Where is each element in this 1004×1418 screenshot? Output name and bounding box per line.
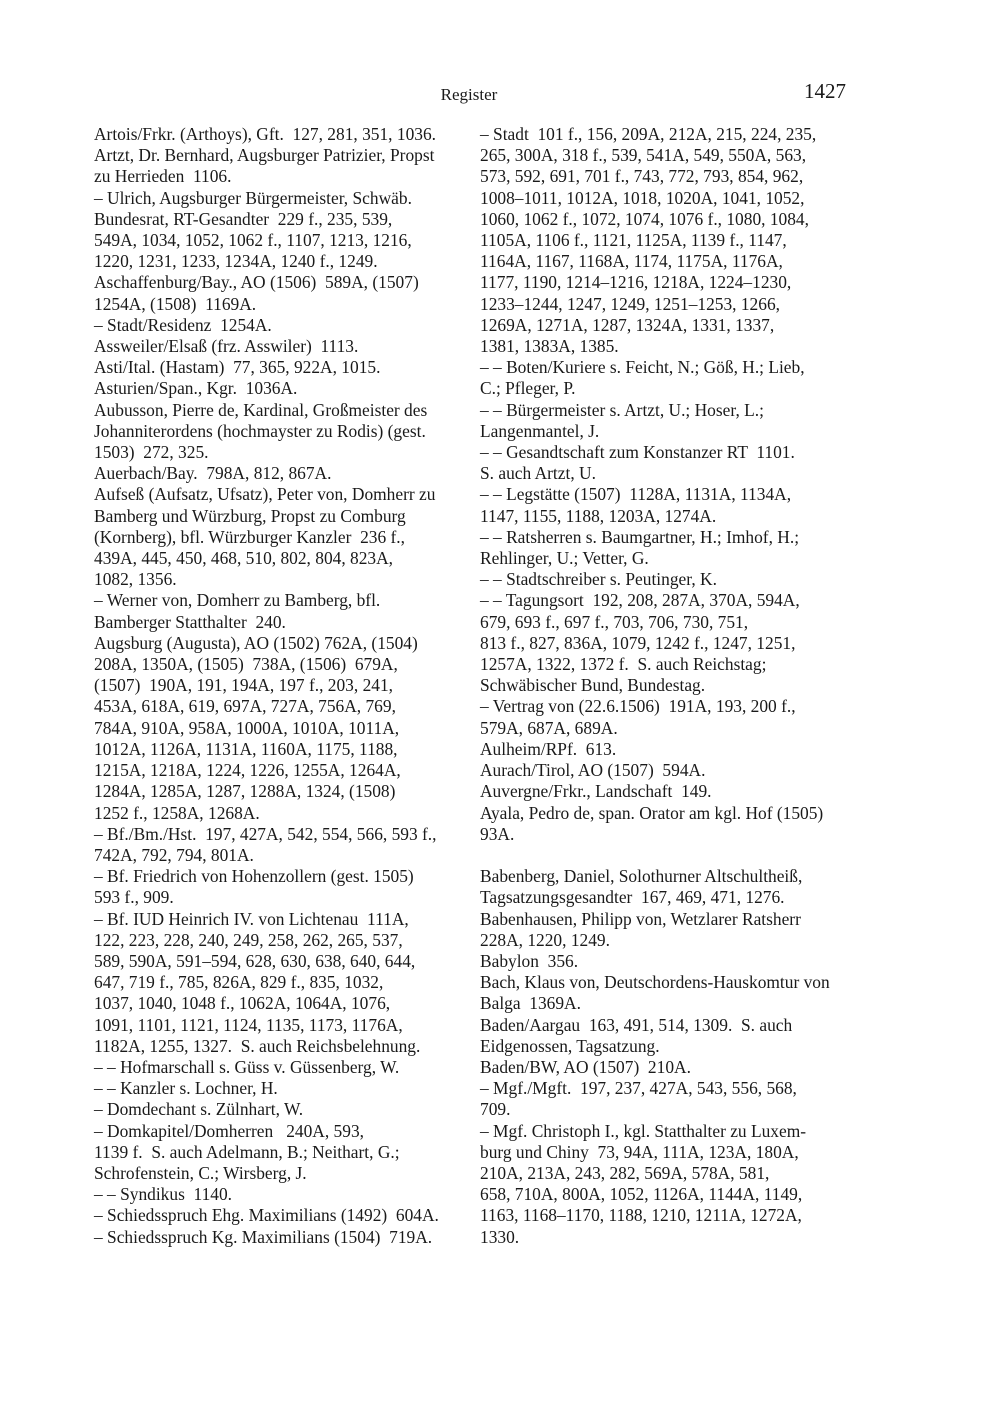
index-entry-line: – Bf./Bm./Hst. 197, 427A, 542, 554, 566, 593 f., xyxy=(94,823,437,844)
index-entry xyxy=(480,909,850,951)
index-entry-line: Bundesrat, RT-Gesandter 229 f., 235, 539, xyxy=(94,208,393,229)
index-entry-line: – Schiedsspruch Kg. Maximilians (1504) 719A. xyxy=(94,1226,433,1247)
index-entry-line: Langenmantel, J. xyxy=(480,420,600,441)
index-entry-line: – – Tagungsort 192, 208, 287A, 370A, 594A, xyxy=(480,590,800,611)
index-entry-line: – – Ratsherren s. Baumgartner, H.; Imhof, H.; xyxy=(480,526,800,547)
index-entry-line: 228A, 1220, 1249. xyxy=(480,929,610,950)
index-entry-line: Assweiler/Elsaß (frz. Asswiler) 1113. xyxy=(94,336,359,357)
index-entry-line: 1037, 1040, 1048 f., 1062A, 1064A, 1076, xyxy=(94,993,391,1014)
index-entry xyxy=(480,527,850,569)
index-entry-line: Auvergne/Frkr., Landschaft 149. xyxy=(480,781,712,802)
index-entry-line: – Vertrag von (22.6.1506) 191A, 193, 200 f., xyxy=(480,696,796,717)
index-column-left xyxy=(94,124,466,1248)
index-entry xyxy=(94,590,466,632)
index-entry xyxy=(94,145,466,187)
index-entry-line: 208A, 1350A, (1505) 738A, (1506) 679A, xyxy=(94,654,398,675)
index-entry-line: Schwäbischer Bund, Bundestag. xyxy=(480,675,706,696)
index-entry-line: 1254A, (1508) 1169A. xyxy=(94,293,257,314)
index-entry-line: 1139 f. S. auch Adelmann, B.; Neithart, G.; xyxy=(94,1141,400,1162)
index-entry-line: 1252 f., 1258A, 1268A. xyxy=(94,802,260,823)
index-entry xyxy=(480,124,850,357)
index-entry-line: 1177, 1190, 1214–1216, 1218A, 1224–1230, xyxy=(480,272,792,293)
index-entry xyxy=(480,866,850,908)
index-entry xyxy=(94,378,466,399)
index-entry-line: Asti/Ital. (Hastam) 77, 365, 922A, 1015. xyxy=(94,357,381,378)
index-entry xyxy=(94,336,466,357)
index-entry-line: 647, 719 f., 785, 826A, 829 f., 835, 1032, xyxy=(94,972,384,993)
index-entry xyxy=(94,1121,466,1185)
index-entry xyxy=(94,824,466,866)
index-entry-line: 439A, 445, 450, 468, 510, 802, 804, 823A, xyxy=(94,548,394,569)
index-entry-line: – Werner von, Domherr zu Bamberg, bfl. xyxy=(94,590,381,611)
index-entry xyxy=(94,1184,466,1205)
index-entry-line: 709. xyxy=(480,1099,511,1120)
index-entry xyxy=(94,633,466,824)
index-entry-line: 1269A, 1271A, 1287, 1324A, 1331, 1337, xyxy=(480,314,775,335)
index-entry xyxy=(480,569,850,590)
index-entry-line: 453A, 618A, 619, 697A, 727A, 756A, 769, xyxy=(94,696,396,717)
index-entry-line: – – Legstätte (1507) 1128A, 1131A, 1134A, xyxy=(480,484,792,505)
index-entry-line: Augsburg (Augusta), AO (1502) 762A, (1504) xyxy=(94,632,418,653)
index-entry-line: 93A. xyxy=(480,823,515,844)
index-entry-line: – Stadt 101 f., 156, 209A, 212A, 215, 224, 235, xyxy=(480,124,817,144)
index-entry xyxy=(480,400,850,442)
index-entry-line: 549A, 1034, 1052, 1062 f., 1107, 1213, 1216, xyxy=(94,230,412,251)
index-entry xyxy=(480,1015,850,1057)
index-entry-line: 1008–1011, 1012A, 1018, 1020A, 1041, 1052, xyxy=(480,187,805,208)
index-entry-line: 573, 592, 691, 701 f., 743, 772, 793, 854, 962, xyxy=(480,166,804,187)
index-entry-line: S. auch Artzt, U. xyxy=(480,463,596,484)
index-entry-line: Bamberg und Würzburg, Propst zu Comburg xyxy=(94,505,406,526)
index-entry xyxy=(94,315,466,336)
index-entry xyxy=(480,442,850,484)
index-entry-line: 1503) 272, 325. xyxy=(94,442,209,463)
index-entry xyxy=(480,760,850,781)
index-entry-line: – – Syndikus 1140. xyxy=(94,1184,233,1205)
index-entry-line: – Stadt/Residenz 1254A. xyxy=(94,314,272,335)
index-entry-line: 1257A, 1322, 1372 f. S. auch Reichstag; xyxy=(480,654,767,675)
index-entry-line: – – Stadtschreiber s. Peutinger, K. xyxy=(480,569,717,590)
index-entry-line: C.; Pfleger, P. xyxy=(480,378,576,399)
index-entry-line: Tagsatzungsgesandter 167, 469, 471, 1276. xyxy=(480,887,785,908)
index-entry-line: 1012A, 1126A, 1131A, 1160A, 1175, 1188, xyxy=(94,738,398,759)
index-entry xyxy=(94,866,466,908)
index-entry-line: – – Bürgermeister s. Artzt, U.; Hoser, L.; xyxy=(480,399,764,420)
index-entry-line: Ayala, Pedro de, span. Orator am kgl. Hof (1505) xyxy=(480,802,824,823)
index-entry-line: (Kornberg), bfl. Würzburger Kanzler 236 f., xyxy=(94,526,405,547)
index-entry-line: – Schiedsspruch Ehg. Maximilians (1492) 604A. xyxy=(94,1205,439,1226)
index-entry-line: 1381, 1383A, 1385. xyxy=(480,336,619,357)
index-entry-line: 1220, 1231, 1233, 1234A, 1240 f., 1249. xyxy=(94,251,378,272)
index-entry-line: Balga 1369A. xyxy=(480,993,581,1014)
index-entry xyxy=(94,400,466,464)
index-entry-line: Babylon 356. xyxy=(480,950,579,971)
index-entry-line: – Bf. IUD Heinrich IV. von Lichtenau 111A, xyxy=(94,908,409,929)
index-entry xyxy=(480,803,850,845)
index-entry-line: – Mgf./Mgft. 197, 237, 427A, 543, 556, 568, xyxy=(480,1078,797,1099)
index-entry-line: Bamberger Statthalter 240. xyxy=(94,611,286,632)
index-entry xyxy=(94,463,466,484)
running-head xyxy=(0,79,1004,109)
index-entry-line: 1060, 1062 f., 1072, 1074, 1076 f., 1080, 1084, xyxy=(480,208,809,229)
index-entry-line: 1164A, 1167, 1168A, 1174, 1175A, 1176A, xyxy=(480,251,783,272)
index-entry xyxy=(480,590,850,696)
index-entry xyxy=(480,781,850,802)
index-entry-line: 1163, 1168–1170, 1188, 1210, 1211A, 1272A, xyxy=(480,1205,802,1226)
index-entry-line: 1233–1244, 1247, 1249, 1251–1253, 1266, xyxy=(480,293,780,314)
index-entry-line: – – Hofmarschall s. Güss v. Güssenberg, W. xyxy=(94,1056,400,1077)
index-entry xyxy=(94,1205,466,1226)
index-entry-line: Aulheim/RPf. 613. xyxy=(480,738,617,759)
index-entry-line: – – Gesandtschaft zum Konstanzer RT 1101. xyxy=(480,442,795,463)
index-entry-line: (1507) 190A, 191, 194A, 197 f., 203, 241, xyxy=(94,675,394,696)
page-number: 1427 xyxy=(804,79,846,103)
index-entry-line: – – Kanzler s. Lochner, H. xyxy=(94,1078,278,1099)
index-entry-line: Johanniterordens (hochmayster zu Rodis) (gest. xyxy=(94,420,426,441)
index-column-right xyxy=(480,124,850,1248)
index-entry xyxy=(480,739,850,760)
index-entry-line: 679, 693 f., 697 f., 703, 706, 730, 751, xyxy=(480,611,749,632)
index-entry-line: Bach, Klaus von, Deutschordens-Hauskomtur von xyxy=(480,972,830,993)
index-entry-line: Artzt, Dr. Bernhard, Augsburger Patrizier, Propst xyxy=(94,145,435,166)
index-entry-line: 1082, 1356. xyxy=(94,569,177,590)
index-entry-line: Babenhausen, Philipp von, Wetzlarer Ratsherr xyxy=(480,908,801,929)
index-entry xyxy=(480,357,850,399)
index-entry-line: 122, 223, 228, 240, 249, 258, 262, 265, 537, xyxy=(94,929,403,950)
index-entry-line: 1215A, 1218A, 1224, 1226, 1255A, 1264A, xyxy=(94,760,401,781)
index-entry xyxy=(94,484,466,590)
index-entry-line: Aubusson, Pierre de, Kardinal, Großmeister des xyxy=(94,399,428,420)
index-entry-line: 1091, 1101, 1121, 1124, 1135, 1173, 1176A, xyxy=(94,1014,403,1035)
index-entry xyxy=(94,188,466,273)
index-entry-line: 1182A, 1255, 1327. S. auch Reichsbelehnung. xyxy=(94,1035,421,1056)
index-entry xyxy=(480,972,850,1014)
index-entry xyxy=(480,1121,850,1248)
index-entry-line: – Domdechant s. Zülnhart, W. xyxy=(94,1099,304,1120)
index-entry-line: 742A, 792, 794, 801A. xyxy=(94,844,254,865)
index-entry-line: Schrofenstein, C.; Wirsberg, J. xyxy=(94,1162,307,1183)
index-entry xyxy=(94,357,466,378)
index-entry-line: 265, 300A, 318 f., 539, 541A, 549, 550A, 563, xyxy=(480,145,807,166)
index-entry-line: Eidgenossen, Tagsatzung. xyxy=(480,1035,660,1056)
index-entry xyxy=(94,1057,466,1078)
index-entry-line: burg und Chiny 73, 94A, 111A, 123A, 180A, xyxy=(480,1141,799,1162)
index-entry-line: – Mgf. Christoph I., kgl. Statthalter zu Luxem- xyxy=(480,1120,807,1141)
index-entry-line: Aurach/Tirol, AO (1507) 594A. xyxy=(480,760,706,781)
index-entry-line: Baden/Aargau 163, 491, 514, 1309. S. auch xyxy=(480,1014,793,1035)
index-entry-line: Aschaffenburg/Bay., AO (1506) 589A, (1507) xyxy=(94,272,419,293)
index-entry-line: 210A, 213A, 243, 282, 569A, 578A, 581, xyxy=(480,1162,770,1183)
index-entry-line: zu Herrieden 1106. xyxy=(94,166,232,187)
index-entry-line: Babenberg, Daniel, Solothurner Altschultheiß, xyxy=(480,866,803,887)
index-entry xyxy=(480,484,850,526)
index-entry xyxy=(94,909,466,1057)
index-entry-line: 1284A, 1285A, 1287, 1288A, 1324, (1508) xyxy=(94,781,396,802)
index-entry-line: 1147, 1155, 1188, 1203A, 1274A. xyxy=(480,505,717,526)
index-entry-line: 658, 710A, 800A, 1052, 1126A, 1144A, 1149, xyxy=(480,1184,803,1205)
index-entry-line: Asturien/Span., Kgr. 1036A. xyxy=(94,378,298,399)
index-entry xyxy=(480,1078,850,1120)
index-entry-line: 593 f., 909. xyxy=(94,887,174,908)
index-entry-line: – Ulrich, Augsburger Bürgermeister, Schwäb. xyxy=(94,187,412,208)
index-entry-line: Baden/BW, AO (1507) 210A. xyxy=(480,1056,691,1077)
index-entry-line: 784A, 910A, 958A, 1000A, 1010A, 1011A, xyxy=(94,717,400,738)
index-entry xyxy=(94,1099,466,1120)
index-entry xyxy=(94,124,466,145)
index-entry-line: – Bf. Friedrich von Hohenzollern (gest. 1505) xyxy=(94,866,414,887)
index-entry xyxy=(94,1078,466,1099)
index-entry-line: 813 f., 827, 836A, 1079, 1242 f., 1247, 1251, xyxy=(480,632,796,653)
index-entry xyxy=(480,1057,850,1078)
running-head-title: Register xyxy=(440,85,498,104)
index-entry-line: Aufseß (Aufsatz, Ufsatz), Peter von, Domherr zu xyxy=(94,484,436,505)
index-entry-line: – – Boten/Kuriere s. Feicht, N.; Göß, H.; Lieb, xyxy=(480,357,805,378)
index-entry xyxy=(480,696,850,738)
index-entry-line: Artois/Frkr. (Arthoys), Gft. 127, 281, 351, 1036. xyxy=(94,124,437,144)
index-entry-line: 589, 590A, 591–594, 628, 630, 638, 640, 644, xyxy=(94,950,416,971)
index-entry-line: 579A, 687A, 689A. xyxy=(480,717,618,738)
section-gap xyxy=(480,845,850,866)
index-entry-line: Auerbach/Bay. 798A, 812, 867A. xyxy=(94,463,332,484)
index-entry xyxy=(94,1227,466,1248)
index-entry xyxy=(480,951,850,972)
index-entry-line: 1330. xyxy=(480,1226,520,1247)
index-entry xyxy=(94,272,466,314)
index-entry-line: Rehlinger, U.; Vetter, G. xyxy=(480,548,649,569)
index-entry-line: – Domkapitel/Domherren 240A, 593, xyxy=(94,1120,364,1141)
index-entry-line: 1105A, 1106 f., 1121, 1125A, 1139 f., 1147, xyxy=(480,230,787,251)
